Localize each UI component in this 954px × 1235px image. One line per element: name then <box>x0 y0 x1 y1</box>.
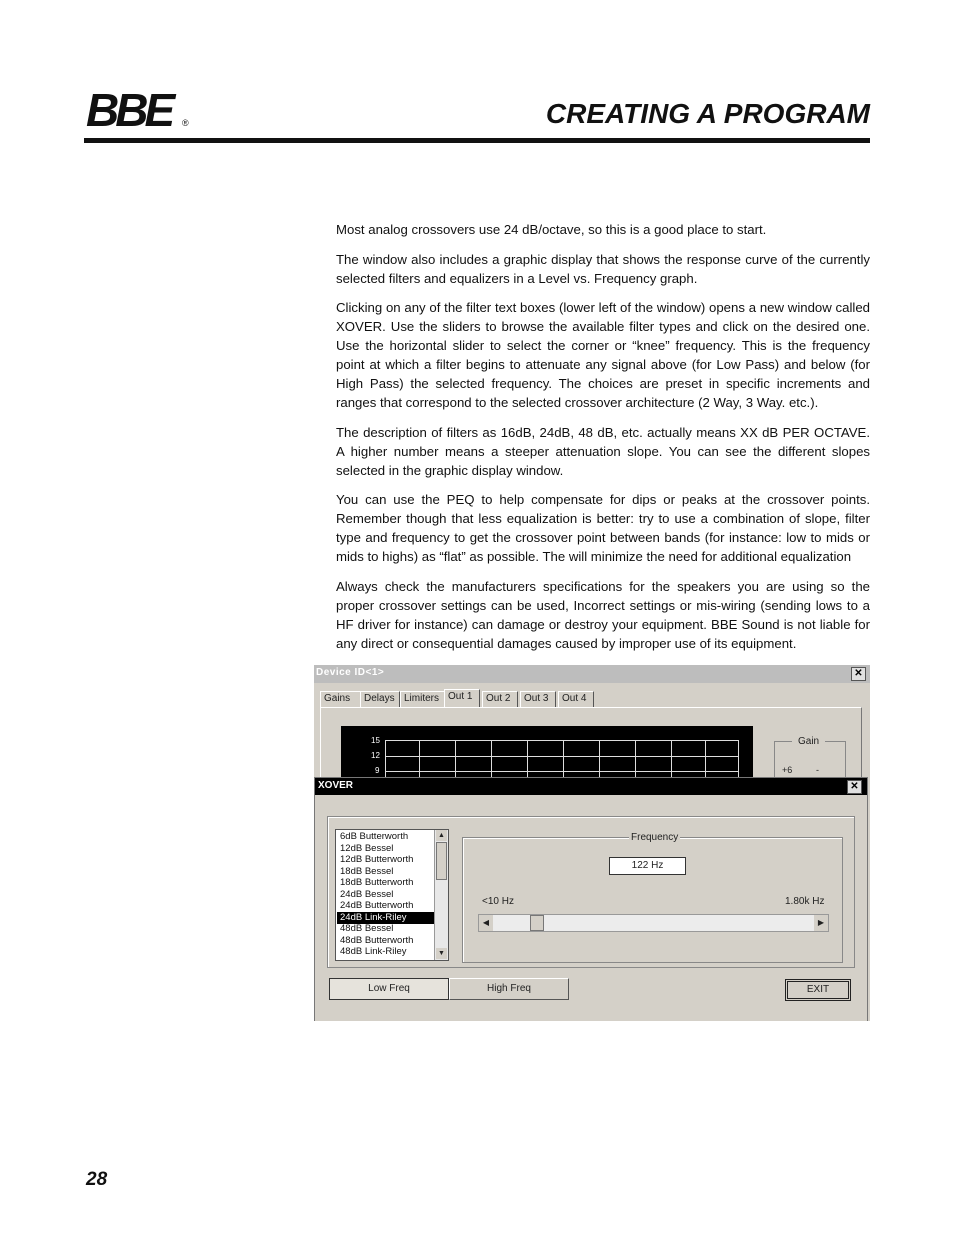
gain-minus[interactable]: - <box>816 765 819 775</box>
xover-dialog <box>314 777 868 1021</box>
device-window-titlebar <box>314 665 870 683</box>
scroll-up-icon[interactable]: ▲ <box>436 830 447 841</box>
exit-button[interactable]: EXIT <box>785 979 851 1001</box>
high-freq-button[interactable]: High Freq <box>449 978 569 1000</box>
list-item[interactable]: 48dB Butterworth <box>340 934 414 946</box>
filter-list[interactable] <box>335 829 449 961</box>
grid-line <box>385 740 739 741</box>
xover-titlebar <box>315 778 867 795</box>
software-screenshot <box>314 665 870 1021</box>
slider-thumb[interactable] <box>530 915 544 931</box>
paragraph: You can use the PEQ to help compensate for dips or peaks at the crossover points. Remember though that less equalization is better: try to use a combination of slope, filter type and frequency to get the crossover point between bands (for instance: low to mids or mids to highs) as “flat” as possible. The will minimize the need for additional equalization <box>336 492 870 564</box>
page-title: CREATING A PROGRAM <box>545 98 870 129</box>
body-text <box>336 220 870 663</box>
grid-line <box>385 756 739 757</box>
paragraph: The window also includes a graphic display that shows the response curve of the currently selected filters and equalizers in a Level vs. Frequency graph. <box>336 251 870 286</box>
frequency-min-label: <10 Hz <box>482 896 514 907</box>
slider-right-icon[interactable]: ▶ <box>814 915 828 931</box>
tab-out-1[interactable]: Out 1 <box>444 689 480 708</box>
header-rule <box>84 138 870 143</box>
graph-y-label: 15 <box>371 736 380 745</box>
device-window-title: Device ID<1> <box>316 667 385 678</box>
tab-out-3[interactable]: Out 3 <box>520 691 556 707</box>
list-item[interactable]: 48dB Bessel <box>340 923 394 934</box>
tab-delays[interactable]: Delays <box>360 691 400 707</box>
registered-mark: ® <box>182 118 189 128</box>
frequency-value: 122 Hz <box>609 857 686 875</box>
low-freq-button[interactable]: Low Freq <box>329 978 449 1000</box>
paragraph: Always check the manufacturers specifications for the speakers you are using so the proper crossover settings can be used, Incorrect settings or mis-wiring (sending lows to a HF driver for instance) can damage or destroy your equipment. BBE Sound is not liable for any direct or consequential damages caused by improper use of its equipment. <box>336 578 870 651</box>
graph-y-label: 9 <box>375 766 380 775</box>
gain-label: Gain <box>792 736 825 747</box>
graph-y-label: 12 <box>371 751 380 760</box>
list-item-selected[interactable]: 24dB Link-Riley <box>337 912 434 924</box>
list-item[interactable]: 12dB Bessel <box>340 842 394 854</box>
close-icon[interactable]: ✕ <box>847 780 862 794</box>
list-item[interactable]: 12dB Butterworth <box>340 854 414 865</box>
list-item[interactable]: 6dB Butterworth <box>340 831 409 842</box>
tab-gains[interactable]: Gains <box>320 691 362 707</box>
scroll-down-icon[interactable]: ▼ <box>436 948 447 959</box>
tab-out-2[interactable]: Out 2 <box>482 691 518 707</box>
paragraph: Clicking on any of the filter text boxes (lower left of the window) opens a new window called XOVER. Use the sliders to browse the available filter types and click on the desired one. Use the horizontal slider to select the corner or “knee” frequency. This is the frequency point at which a filter begins to attenuate any signal above (for Low Pass) and below (for High Pass) the selected frequency. The choices are preset in specific increments and ranges that correspond to the selected crossover architecture (2 Way, 3 Way. etc.). <box>336 300 870 410</box>
gain-value: +6 <box>782 765 793 775</box>
list-item[interactable]: 24dB Bessel <box>340 888 394 900</box>
slider-left-icon[interactable]: ◀ <box>479 915 493 931</box>
page-number: 28 <box>86 1169 108 1190</box>
list-item[interactable]: 18dB Bessel <box>340 865 394 877</box>
scroll-thumb[interactable] <box>436 842 447 880</box>
list-item[interactable]: 48dB Link-Riley <box>340 946 407 957</box>
list-scrollbar[interactable] <box>434 830 448 960</box>
close-icon[interactable]: ✕ <box>851 667 866 681</box>
frequency-max-label: 1.80k Hz <box>785 896 825 907</box>
frequency-slider[interactable] <box>478 914 829 932</box>
tab-limiters[interactable]: Limiters <box>400 691 446 707</box>
list-item[interactable]: 18dB Butterworth <box>340 877 414 888</box>
frequency-label: Frequency <box>631 832 679 843</box>
grid-line <box>385 771 739 772</box>
tab-out-4[interactable]: Out 4 <box>558 691 594 707</box>
paragraph: The description of filters as 16dB, 24dB, 48 dB, etc. actually means XX dB PER OCTAVE. A higher number means a steeper attenuation slope. You can see the different slopes selected in the graphic display window. <box>336 424 870 478</box>
paragraph: Most analog crossovers use 24 dB/octave, so this is a good place to start. <box>336 222 767 237</box>
xover-title: XOVER <box>318 780 354 791</box>
bbe-logo: BBE <box>86 84 172 136</box>
list-item[interactable]: 24dB Butterworth <box>340 900 414 911</box>
